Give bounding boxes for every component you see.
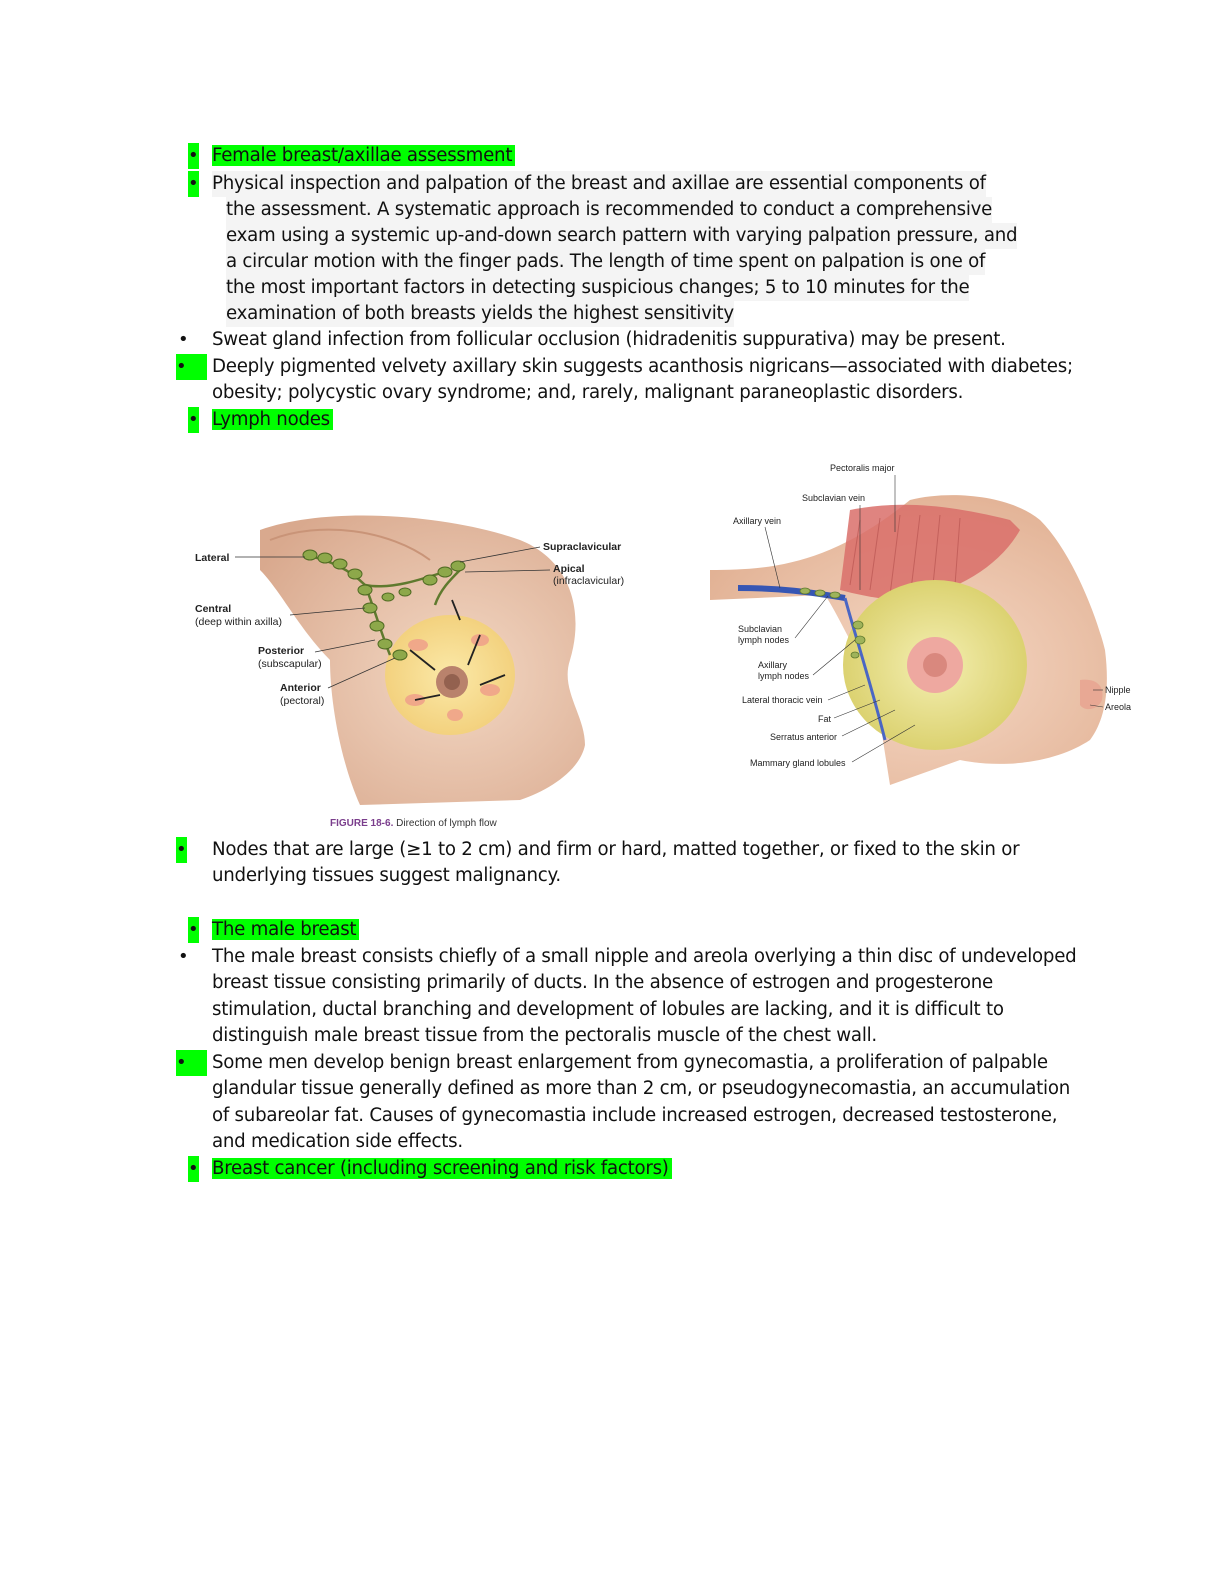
label-subclavian-vein: Subclavian vein xyxy=(802,493,866,503)
paragraph-line: distinguish male breast tissue from the pectoralis muscle of the chest wall. xyxy=(212,1025,877,1046)
paragraph-line: Deeply pigmented velvety axillary skin suggests acanthosis nigricans—associated with diabetes; xyxy=(212,356,1073,377)
bullet: • xyxy=(178,329,189,350)
bullet: • xyxy=(188,143,199,169)
label-anterior: Anterior xyxy=(280,682,321,694)
figure-caption xyxy=(330,818,497,829)
bullet: • xyxy=(188,917,199,943)
paragraph-line: of subareolar fat. Causes of gynecomastia include increased estrogen, decreased testosterone, xyxy=(212,1105,1058,1126)
label-axillary-nodes-2: lymph nodes xyxy=(758,671,810,681)
paragraph-line: the assessment. A systematic approach is recommended to conduct a comprehensive xyxy=(226,197,992,223)
lymph-flow-illustration xyxy=(190,500,650,810)
paragraph-line: Nodes that are large (≥1 to 2 cm) and firm or hard, matted together, or fixed to the skin or xyxy=(212,839,1020,860)
label-axillary-vein: Axillary vein xyxy=(733,516,782,526)
label-nipple: Nipple xyxy=(1105,685,1131,695)
label-subclavian-nodes-2: lymph nodes xyxy=(738,635,790,645)
label-pectoralis: Pectoralis major xyxy=(830,463,895,473)
paragraph-line: stimulation, ductal branching and development of lobules are lacking, and it is difficult to xyxy=(212,999,1004,1020)
heading-text: Female breast/axillae assessment xyxy=(212,145,515,166)
paragraph-line: Physical inspection and palpation of the breast and axillae are essential components of xyxy=(212,171,986,197)
label-lateral-thoracic: Lateral thoracic vein xyxy=(742,695,823,705)
label-central: Central xyxy=(195,603,232,615)
paragraph-line: Sweat gland infection from follicular occlusion (hidradenitis suppurativa) may be present. xyxy=(212,329,1006,350)
paragraph-line: exam using a systemic up-and-down search pattern with varying palpation pressure, and xyxy=(226,223,1017,249)
caption-number: FIGURE 18-6. xyxy=(330,818,394,829)
label-apical: Apical xyxy=(553,563,585,575)
section-heading-cancer xyxy=(212,1156,672,1182)
label-anterior-sub: (pectoral) xyxy=(280,695,325,707)
bullet: • xyxy=(188,1156,199,1182)
label-supraclavicular: Supraclavicular xyxy=(543,541,622,553)
bullet: • xyxy=(178,946,189,967)
paragraph-line: a circular motion with the finger pads. The length of time spent on palpation is one of xyxy=(226,249,985,275)
breast-anatomy-illustration xyxy=(710,460,1140,790)
bullet: • xyxy=(176,354,207,380)
label-posterior: Posterior xyxy=(258,645,305,657)
bullet: • xyxy=(176,837,187,863)
label-areola: Areola xyxy=(1105,702,1132,712)
label-fat: Fat xyxy=(818,714,832,724)
bullet: • xyxy=(176,1050,207,1076)
label-mammary: Mammary gland lobules xyxy=(750,758,846,768)
paragraph-line: glandular tissue generally defined as more than 2 cm, or pseudogynecomastia, an accumulation xyxy=(212,1078,1071,1099)
paragraph-line: obesity; polycystic ovary syndrome; and, rarely, malignant paraneoplastic disorders. xyxy=(212,382,964,403)
label-posterior-sub: (subscapular) xyxy=(258,658,322,670)
bullet: • xyxy=(188,171,199,197)
section-heading-female xyxy=(212,143,515,169)
label-apical-sub: (infraclavicular) xyxy=(553,575,625,587)
label-lateral: Lateral xyxy=(195,552,230,564)
paragraph-line: breast tissue consisting primarily of ducts. In the absence of estrogen and progesterone xyxy=(212,972,994,993)
bullet: • xyxy=(188,407,199,433)
section-heading-male xyxy=(212,917,359,943)
label-serratus: Serratus anterior xyxy=(770,732,838,742)
section-heading-lymph xyxy=(212,407,333,433)
label-axillary-nodes-1: Axillary xyxy=(758,660,788,670)
paragraph-line: The male breast consists chiefly of a small nipple and areola overlying a thin disc of undeveloped xyxy=(212,946,1077,967)
paragraph-line: underlying tissues suggest malignancy. xyxy=(212,865,561,886)
heading-text: Lymph nodes xyxy=(212,409,333,430)
label-subclavian-nodes-1: Subclavian xyxy=(738,624,783,634)
heading-text: Breast cancer (including screening and risk factors) xyxy=(212,1158,672,1179)
paragraph-line: and medication side effects. xyxy=(212,1131,463,1152)
label-central-sub: (deep within axilla) xyxy=(195,616,282,628)
caption-text: Direction of lymph flow xyxy=(396,818,497,829)
paragraph-line: Some men develop benign breast enlargement from gynecomastia, a proliferation of palpable xyxy=(212,1052,1048,1073)
paragraph-line: the most important factors in detecting suspicious changes; 5 to 10 minutes for the xyxy=(226,275,969,301)
heading-text: The male breast xyxy=(212,919,359,940)
paragraph-line: examination of both breasts yields the highest sensitivity xyxy=(226,301,734,327)
